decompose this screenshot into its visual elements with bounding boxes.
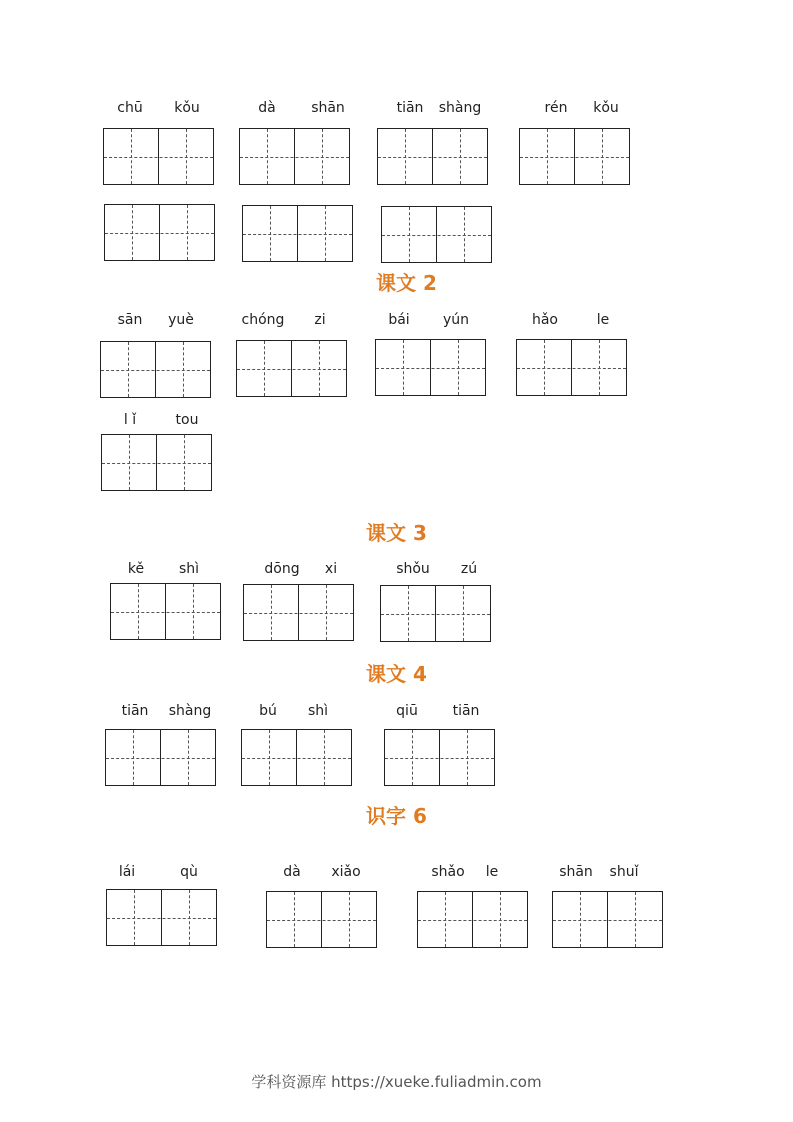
writing-grid[interactable] (375, 339, 486, 396)
pinyin-label: xiǎo (331, 864, 361, 880)
pinyin-label: shàng (168, 703, 212, 719)
pinyin-label: shuǐ (609, 864, 639, 880)
pinyin-label: lái (118, 864, 136, 880)
pinyin-label: kě (127, 561, 145, 577)
writing-grid[interactable] (242, 205, 353, 262)
pinyin-label: shì (307, 703, 329, 719)
pinyin-label: shàng (438, 100, 482, 116)
writing-grid[interactable] (381, 206, 492, 263)
writing-grid[interactable] (417, 891, 528, 948)
pinyin-label: l ǐ (123, 412, 137, 428)
pinyin-label: yún (442, 312, 470, 328)
pinyin-label: xi (324, 561, 338, 577)
pinyin-label: shì (178, 561, 200, 577)
pinyin-label: shān (559, 864, 593, 880)
pinyin-label: shān (311, 100, 345, 116)
writing-grid[interactable] (384, 729, 495, 786)
pinyin-label: tiān (396, 100, 424, 116)
pinyin-label: zi (314, 312, 326, 328)
pinyin-label: dà (258, 100, 276, 116)
pinyin-label: le (485, 864, 499, 880)
heading-literacy-6: 识字 6 (366, 804, 427, 828)
writing-grid[interactable] (243, 584, 354, 641)
pinyin-label: sān (117, 312, 143, 328)
writing-grid[interactable] (380, 585, 491, 642)
footer-source-text: 学科资源库 https://xueke.fuliadmin.com (251, 1073, 542, 1091)
writing-grid[interactable] (519, 128, 630, 185)
pinyin-label: qiū (396, 703, 418, 719)
heading-lesson-2: 课文 2 (376, 271, 437, 295)
pinyin-label: le (596, 312, 610, 328)
pinyin-label: shǒu (396, 561, 430, 577)
writing-grid[interactable] (100, 341, 211, 398)
pinyin-label: bái (388, 312, 410, 328)
writing-grid[interactable] (239, 128, 350, 185)
pinyin-label: tou (175, 412, 199, 428)
pinyin-label: yuè (168, 312, 194, 328)
writing-grid[interactable] (106, 889, 217, 946)
writing-grid[interactable] (236, 340, 347, 397)
heading-lesson-4: 课文 4 (366, 662, 427, 686)
pinyin-label: dōng (264, 561, 300, 577)
pinyin-label: shǎo (431, 864, 465, 880)
pinyin-label: dà (283, 864, 301, 880)
pinyin-label: zú (460, 561, 478, 577)
pinyin-label: qù (180, 864, 198, 880)
writing-grid[interactable] (101, 434, 212, 491)
writing-grid[interactable] (552, 891, 663, 948)
writing-grid[interactable] (241, 729, 352, 786)
writing-grid[interactable] (377, 128, 488, 185)
writing-grid[interactable] (105, 729, 216, 786)
pinyin-label: tiān (452, 703, 480, 719)
writing-grid[interactable] (110, 583, 221, 640)
pinyin-label: chū (117, 100, 143, 116)
writing-grid[interactable] (103, 128, 214, 185)
heading-lesson-3: 课文 3 (366, 521, 427, 545)
pinyin-label: hǎo (531, 312, 559, 328)
pinyin-label: kǒu (593, 100, 619, 116)
pinyin-label: kǒu (174, 100, 200, 116)
writing-grid[interactable] (266, 891, 377, 948)
writing-grid[interactable] (104, 204, 215, 261)
pinyin-label: tiān (121, 703, 149, 719)
pinyin-label: chóng (241, 312, 285, 328)
pinyin-label: rén (544, 100, 568, 116)
writing-grid[interactable] (516, 339, 627, 396)
pinyin-label: bú (259, 703, 277, 719)
